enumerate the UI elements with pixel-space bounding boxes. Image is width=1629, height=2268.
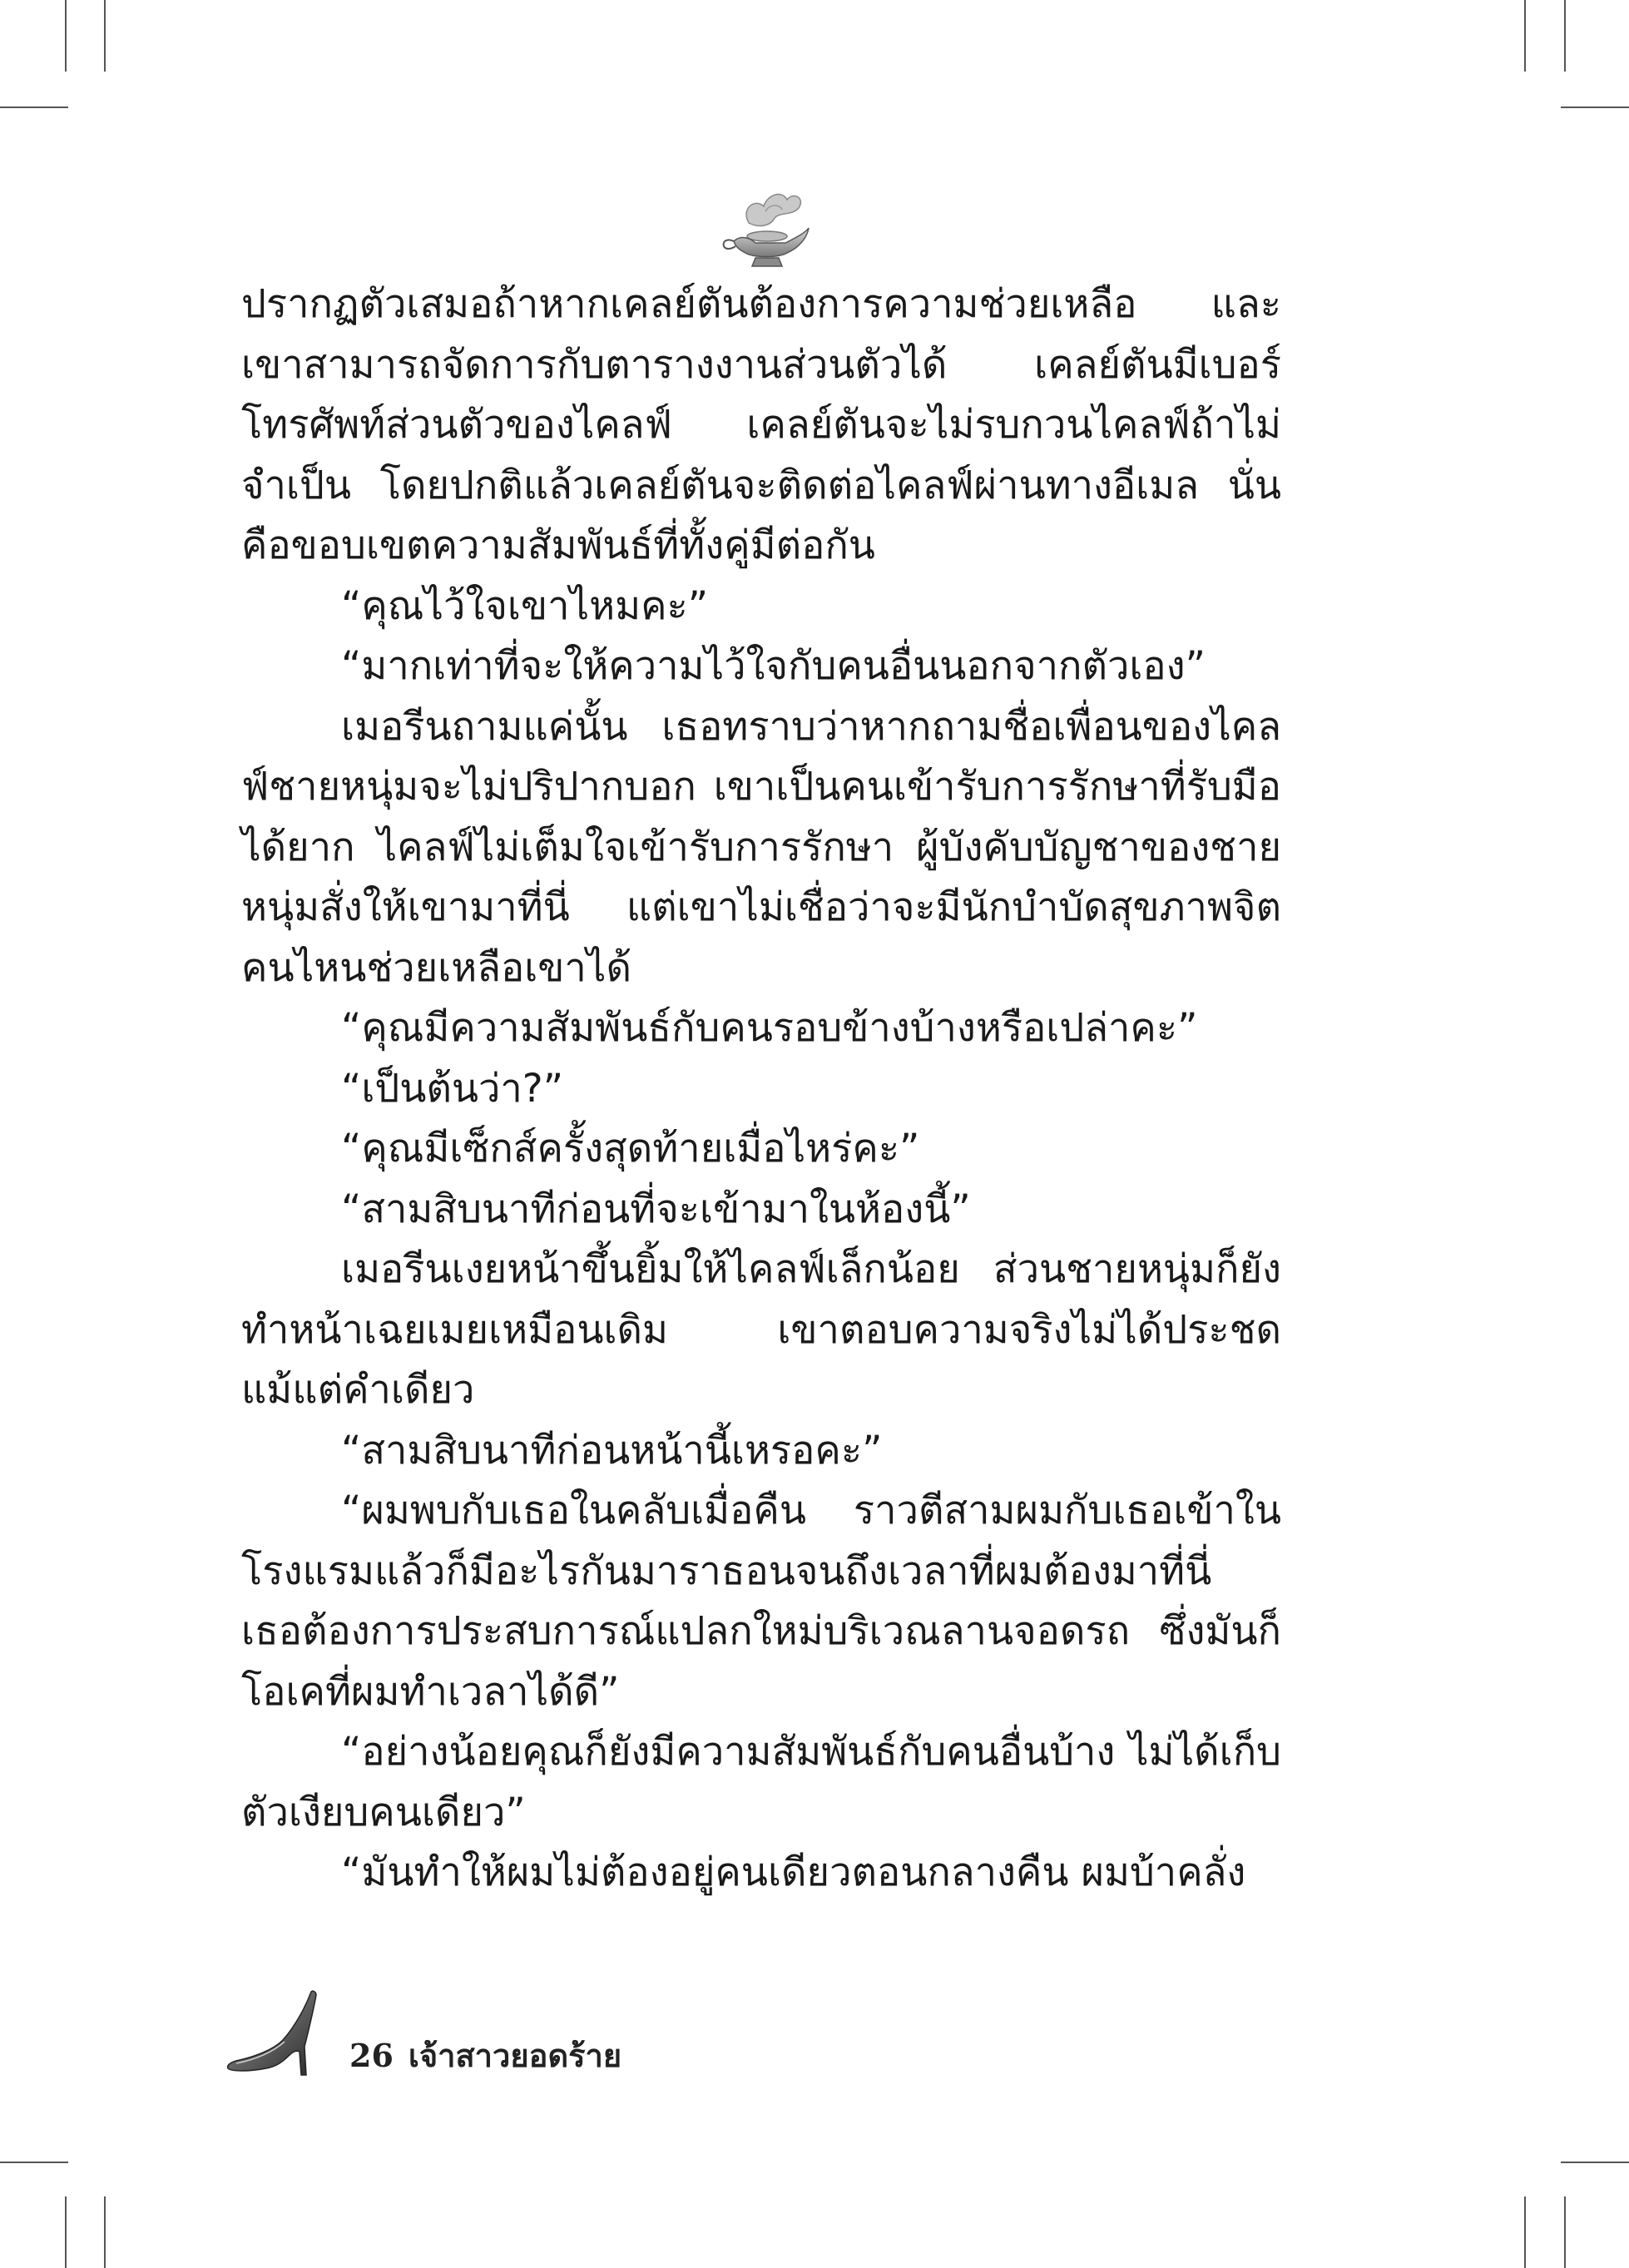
crop-mark-bottom-right-v2 — [1564, 2196, 1566, 2268]
magic-lamp-icon — [715, 183, 815, 275]
page-number: 26 — [349, 2037, 394, 2074]
paragraph-9: เมอรีนเงยหน้าขึ้นยิ้มให้ไคลฟ์เล็กน้อย ส่วนชายหนุ่มก็ยังทำหน้าเฉยเมยเหมือนเดิม เขาตอบความจริงไม่ได้ประชดแม้แต่คำเดียว — [241, 1246, 1281, 1413]
crop-mark-top-left-v2 — [104, 0, 106, 72]
paragraph-10: “สามสิบนาทีก่อนหน้านี้เหรอคะ” — [341, 1427, 883, 1473]
paragraph-6: “เป็นต้นว่า?” — [341, 1065, 564, 1112]
footer-text — [349, 2030, 636, 2081]
paragraph-4: เมอรีนถามแค่นั้น เธอทราบว่าหากถามชื่อเพื่อนของไคลฟ์ชายหนุ่มจะไม่ปริปากบอก เขาเป็นคนเข้ารับการรักษาที่รับมือได้ยาก ไคลฟ์ไม่เต็มใจเข้ารับการรักษา ผู้บังคับบัญชาของชายหนุ่มสั่งให้เขามาที่นี่ แต่เขาไม่เชื่อว่าจะมีนักบำบัดสุขภาพจิตคนไหนช่วยเหลือเขาได้ — [241, 703, 1281, 991]
paragraph-11: “ผมพบกับเธอในคลับเมื่อคืน ราวตีสามผมกับเธอเข้าในโรงแรมแล้วก็มีอะไรกันมาราธอนจนถึงเวลาที่ผมต้องมาที่นี่ เธอต้องการประสบการณ์แปลกใหม่บริเวณลานจอดรถ ซึ่งมันก็โอเคที่ผมทำเวลาได้ดี” — [241, 1488, 1281, 1715]
paragraph-8: “สามสิบนาทีก่อนที่จะเข้ามาในห้องนี้” — [341, 1186, 971, 1232]
high-heel-shoe-icon — [225, 1988, 324, 2080]
book-title: เจ้าสาวยอดร้าย — [408, 2037, 622, 2074]
paragraph-13: “มันทำให้ผมไม่ต้องอยู่คนเดียวตอนกลางคืน ผมบ้าคลั่ง — [341, 1850, 1246, 1895]
paragraph-2: “คุณไว้ใจเขาไหมคะ” — [341, 582, 709, 629]
crop-mark-bottom-right-v — [1524, 2196, 1526, 2268]
crop-mark-top-right-v — [1524, 0, 1526, 72]
page-body — [241, 275, 1281, 1904]
paragraph-1: ปรากฏตัวเสมอถ้าหากเคลย์ตันต้องการความช่วยเหลือ และเขาสามารถจัดการกับตารางงานส่วนตัวได้ เคลย์ตันมีเบอร์โทรศัพท์ส่วนตัวของไคลฟ์ เคลย์ตันจะไม่รบกวนไคลฟ์ถ้าไม่จำเป็น โดยปกติแล้วเคลย์ตันจะติดต่อไคลฟ์ผ่านทางอีเมล นั่นคือขอบเขตความสัมพันธ์ที่ทั้งคู่มีต่อกัน — [241, 281, 1281, 568]
paragraph-5: “คุณมีความสัมพันธ์กับคนรอบข้างบ้างหรือเปล่าคะ” — [341, 1005, 1198, 1051]
crop-mark-top-left-h — [0, 106, 68, 108]
paragraph-3: “มากเท่าที่จะให้ความไว้ใจกับคนอื่นนอกจากตัวเอง” — [341, 643, 1206, 689]
crop-mark-bottom-left-v — [65, 2196, 67, 2268]
page-footer — [225, 1988, 807, 2080]
crop-mark-bottom-right-h — [1561, 2162, 1629, 2163]
crop-mark-top-right-h — [1561, 106, 1629, 108]
crop-mark-bottom-left-v2 — [104, 2196, 106, 2268]
crop-mark-bottom-left-h — [0, 2162, 68, 2163]
paragraph-7: “คุณมีเซ็กส์ครั้งสุดท้ายเมื่อไหร่คะ” — [341, 1126, 920, 1171]
crop-mark-top-left-v — [65, 0, 67, 72]
paragraph-12: “อย่างน้อยคุณก็ยังมีความสัมพันธ์กับคนอื่นบ้าง ไม่ได้เก็บตัวเงียบคนเดียว” — [241, 1729, 1281, 1835]
crop-mark-top-right-v2 — [1564, 0, 1566, 72]
